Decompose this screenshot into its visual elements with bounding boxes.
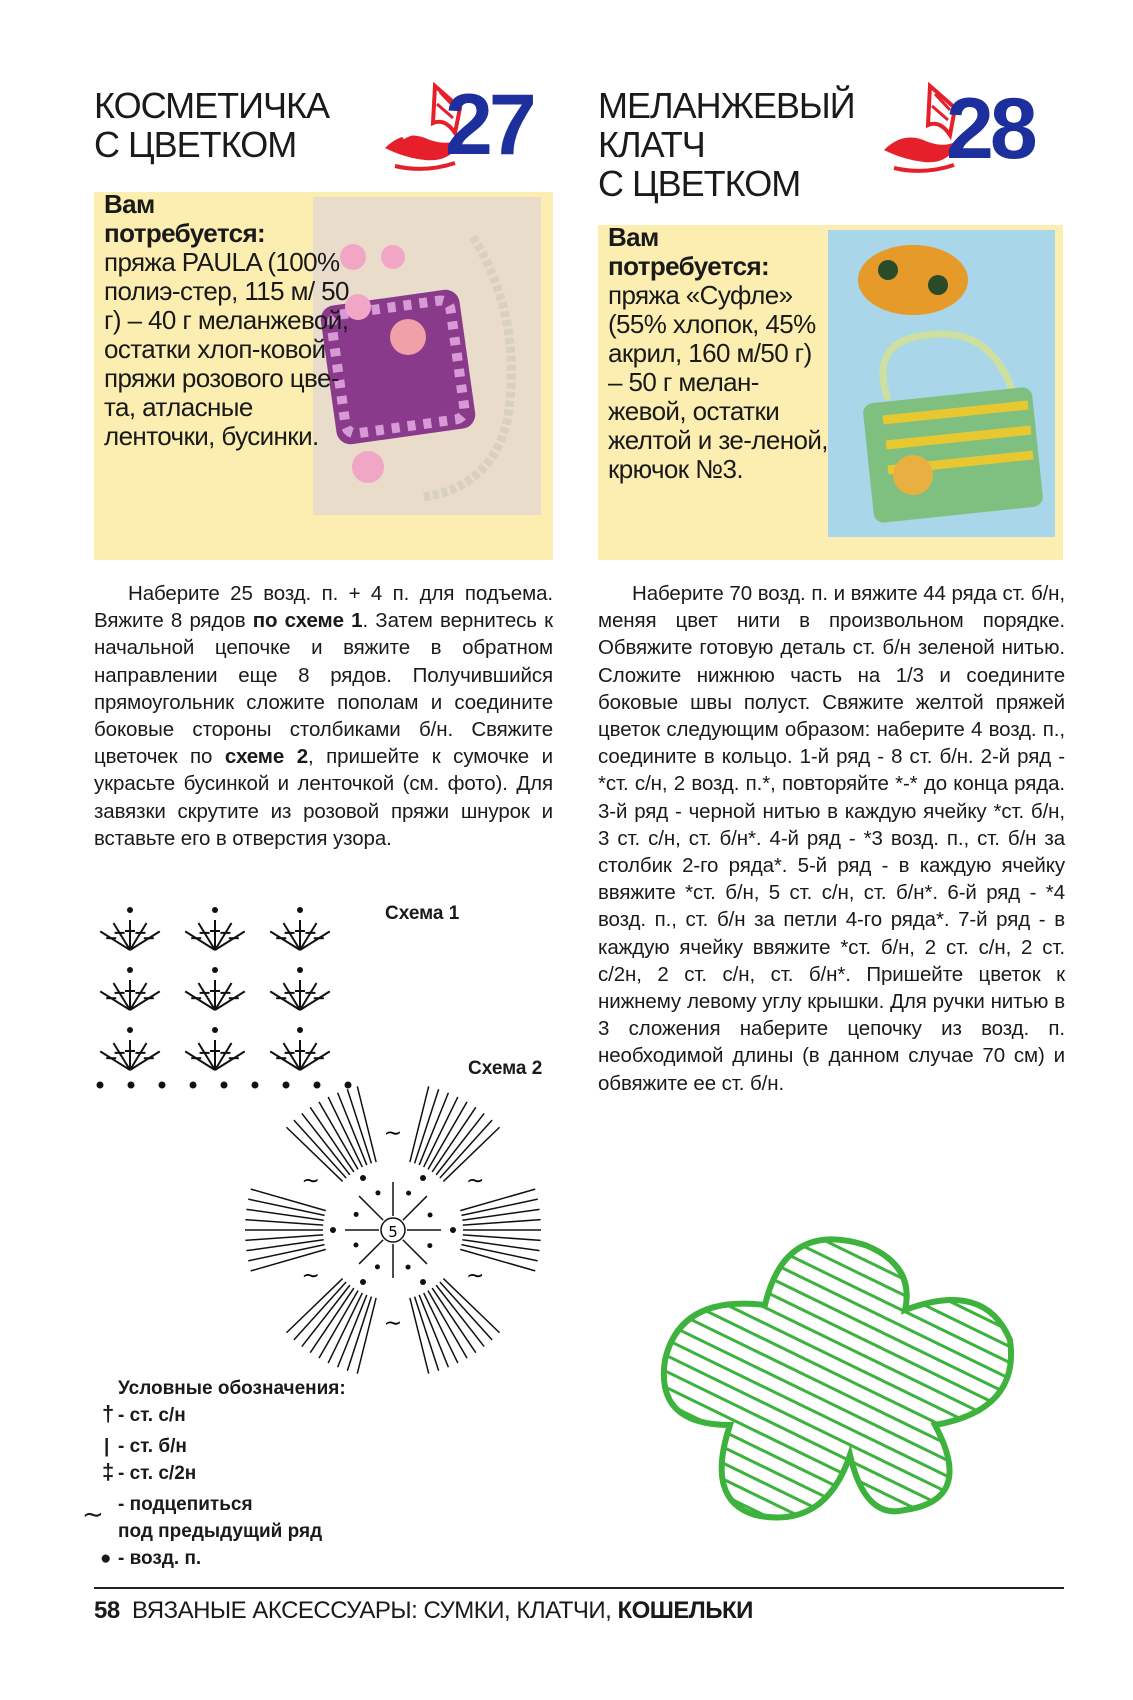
- double-crochet-symbol-icon: †: [102, 1401, 115, 1426]
- instruction-text: . Затем вернитесь к начальной цепочке и вяжите в обратном направлении еще 8 рядов. Получившийся прямоугольник сложите пополам и соедините боковые стороны столбиками б/н. Свяжите цветочек по: [94, 609, 553, 769]
- title-line: КОСМЕТИЧКА: [94, 85, 330, 126]
- instruction-text: , пришейте к сумочке и украсьте бусинкой и ленточкой (см. фото). Для завязки скрутите из розовой пряжи шнурок и вставьте его в отверстия узора.: [94, 745, 553, 850]
- chain-dot: [221, 1082, 228, 1089]
- hook-symbol: ∼: [383, 1121, 403, 1146]
- project-number: 28: [946, 81, 1034, 177]
- scheme-ref: схеме 2: [224, 745, 309, 769]
- petal-stitch: [424, 1293, 458, 1363]
- section-title-bold: КОШЕЛЬКИ: [617, 1597, 753, 1624]
- legend-item: под предыдущий ряд: [118, 1521, 323, 1542]
- stripe: [959, 1210, 1025, 1242]
- stripe: [655, 1494, 729, 1530]
- scheme-1-diagram: [90, 890, 380, 1090]
- chain-dot: [420, 1279, 426, 1285]
- chain-dot: [450, 1227, 456, 1233]
- materials-list-28: [608, 223, 848, 484]
- instructions-28: [598, 580, 1065, 1097]
- legend-item: - подцепиться: [118, 1494, 253, 1515]
- petal-stitch: [462, 1240, 539, 1251]
- chain-dot: [97, 1082, 104, 1089]
- fan-stitch-symbol: [270, 1027, 330, 1070]
- fan-stitch-symbol: [185, 907, 245, 950]
- product-photo-clutch: [828, 230, 1055, 537]
- materials-heading: Вам: [104, 189, 155, 219]
- chain-dot: [190, 1082, 197, 1089]
- materials-box-28: [598, 222, 1063, 560]
- project-28-title: [598, 86, 855, 203]
- legend-item: - ст. с/н: [118, 1405, 186, 1426]
- legend-item: - возд. п.: [118, 1548, 202, 1569]
- chain-stitch-symbol-icon: ●: [100, 1548, 112, 1569]
- petal-stitch: [328, 1097, 362, 1167]
- project-number-badge-28: [880, 80, 1065, 175]
- stripe: [992, 1210, 1025, 1226]
- hook-symbol: ∼: [301, 1168, 320, 1194]
- stripe: [926, 1210, 1025, 1258]
- legend: [80, 1375, 346, 1572]
- section-title: ВЯЗАНЫЕ АКСЕССУАРЫ: СУМКИ, КЛАТЧИ,: [132, 1597, 612, 1624]
- chain-dot: [360, 1279, 366, 1285]
- materials-heading: Вам: [608, 222, 659, 252]
- hook-symbol: ∼: [466, 1263, 485, 1289]
- footer-rule: [94, 1587, 1064, 1589]
- stripe: [861, 1210, 1025, 1290]
- spoke-stitch: [359, 1240, 383, 1264]
- fan-stitch-symbol: [185, 967, 245, 1010]
- spoke-stitch: [403, 1196, 427, 1220]
- petal-stitch: [246, 1240, 323, 1251]
- title-line: КЛАТЧ: [598, 124, 705, 165]
- materials-box-27: [94, 189, 553, 560]
- chain-dot: [427, 1243, 432, 1248]
- hook-symbol: ∼: [301, 1263, 320, 1289]
- stripe: [655, 1446, 828, 1530]
- scheme-2-label: Схема 2: [468, 1058, 543, 1079]
- stripe: [655, 1526, 663, 1530]
- petal-stitch: [462, 1209, 539, 1220]
- clutch-photo: [828, 230, 1055, 537]
- single-crochet-symbol-icon: |: [104, 1436, 110, 1457]
- petal-stitch: [245, 1220, 323, 1225]
- instructions-27: [94, 580, 553, 852]
- spoke-stitch: [359, 1196, 383, 1220]
- title-line: С ЦВЕТКОМ: [598, 163, 801, 204]
- title-line: МЕЛАНЖЕВЫЙ: [598, 85, 855, 126]
- hook-into-row-symbol-icon: ∼: [82, 1499, 104, 1529]
- chain-dot: [406, 1265, 411, 1270]
- scheme-ref: по схеме 1: [252, 609, 363, 633]
- chain-dot: [360, 1175, 366, 1181]
- stripe: [655, 1478, 762, 1530]
- petal-stitch: [245, 1235, 323, 1240]
- scheme-2-diagram: [233, 1070, 553, 1390]
- chain-dot: [406, 1191, 411, 1196]
- flower-pattern-template: [655, 1210, 1025, 1530]
- treble-crochet-symbol-icon: ‡: [102, 1459, 115, 1484]
- fan-stitch-symbol: [270, 967, 330, 1010]
- legend-item: - ст. б/н: [118, 1436, 187, 1457]
- legend-item: - ст. с/2н: [118, 1463, 197, 1484]
- stripe: [663, 1210, 1025, 1386]
- page-footer: [94, 1597, 753, 1625]
- spoke-stitch: [403, 1240, 427, 1264]
- petal-stitch: [463, 1220, 541, 1225]
- title-line: С ЦВЕТКОМ: [94, 124, 297, 165]
- chain-dot: [428, 1212, 433, 1217]
- project-27-title: [94, 86, 329, 164]
- instruction-text: Наберите 70 возд. п. и вяжите 44 ряда ст. б/н, меняя цвет нити в произвольном порядке. Обвяжите готовую деталь ст. б/н зеленой нитью. Сложите нижнюю часть на 1/3 и соедините боковые швы полуст. Свяжите желтой пряжей цветок следующим образом: наберите 4 возд. п., соедините в кольцо. 1-й ряд - 8 ст. б/н. 2-й ряд - *ст. с/н, 2 возд. п.*, повторяйте *-* до конца ряда. 3-й ряд - черной нитью в каждую ячейку *ст. б/н, 3 ст. с/н, ст. б/н*. 4-й ряд - *3 возд. п., ст. б/н за столбик 2-го ряда*. 5-й ряд - в каждую ячейку ввяжите *ст. б/н, 5 ст. с/н, ст. б/н*. 6-й ряд - *4 возд. п., ст. б/н за петли 4-го ряда*. 7-й ряд - в каждую ячейку ввяжите *ст. б/н, 2 ст. с/н, 2 ст. с/2н, 2 ст. с/н, ст. б/н*. Пришейте цветок к нижнему левому углу крышки. Для ручки нитью в 3 сложения наберите цепочку из возд. п. необходимой длины (в данном случае 70 см) и обвяжите ее ст. б/н.: [598, 582, 1065, 1095]
- stripe: [655, 1510, 696, 1530]
- petal-stitch: [424, 1097, 458, 1167]
- chain-dot: [420, 1175, 426, 1181]
- materials-list-27: [104, 190, 354, 451]
- fan-stitch-symbol: [185, 1027, 245, 1070]
- stripe: [655, 1366, 992, 1530]
- chain-dot: [159, 1082, 166, 1089]
- chain-dot: [375, 1190, 380, 1195]
- hook-symbol: ∼: [466, 1168, 485, 1194]
- fan-stitch-symbol: [100, 907, 160, 950]
- chain-dot: [330, 1227, 336, 1233]
- chain-dot: [353, 1243, 358, 1248]
- petal-stitch: [246, 1209, 323, 1220]
- instruction-text: Наберите 25 возд. п. + 4 п. для подъема. Вяжите 8 рядов: [94, 582, 553, 633]
- scheme-2-center-number: 5: [388, 1223, 398, 1241]
- fan-stitch-symbol: [270, 907, 330, 950]
- project-number-badge-27: [375, 78, 560, 173]
- legend-heading: Условные обозначения:: [118, 1378, 346, 1399]
- materials-text: пряжа PAULA (100% полиэ-стер, 115 м/ 50 г) – 40 г меланжевой, остатки хлоп-ковой пряжи розового цве-та, атласные ленточки, бусинки.: [104, 247, 349, 451]
- scheme-1-label: Схема 1: [385, 903, 460, 924]
- hook-symbol: ∼: [383, 1311, 403, 1336]
- petal-stitch: [328, 1293, 362, 1363]
- chain-dot: [354, 1212, 359, 1217]
- stripe: [762, 1210, 1025, 1338]
- page-number: 58: [94, 1597, 120, 1624]
- fan-stitch-symbol: [100, 1027, 160, 1070]
- fan-stitch-symbol: [100, 967, 160, 1010]
- project-number: 27: [445, 77, 533, 173]
- chain-dot: [375, 1264, 380, 1269]
- materials-heading: потребуется:: [104, 218, 266, 248]
- stripe: [893, 1210, 1025, 1274]
- chain-dot: [128, 1082, 135, 1089]
- materials-heading: потребуется:: [608, 251, 770, 281]
- petal-stitch: [463, 1235, 541, 1240]
- materials-text: пряжа «Суфле» (55% хлопок, 45% акрил, 160 м/50 г) – 50 г мелан-жевой, остатки желтой и зе-леной, крючок №3.: [608, 280, 828, 484]
